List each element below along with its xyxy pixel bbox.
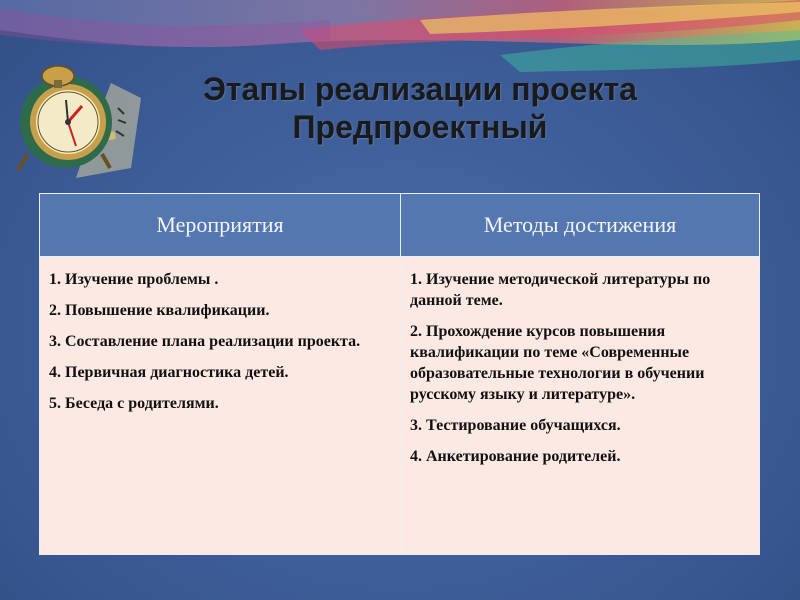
list-item: 1. Изучение проблемы . — [49, 271, 219, 288]
list-item: 2. Прохождение курсов повышения квалификации по теме «Современные образовательные технологии в обучении русскому языку и литературе». — [410, 323, 705, 403]
events-cell — [40, 257, 401, 555]
title-line-2: Предпроектный — [292, 109, 548, 145]
stages-table — [39, 193, 760, 555]
list-item: 3. Составление плана реализации проекта. — [49, 333, 361, 350]
title-line-1: Этапы реализации проекта — [203, 71, 637, 107]
table-row — [40, 257, 760, 555]
page-title — [120, 70, 720, 146]
list-item: 1. Изучение методической литературы по данной теме. — [410, 271, 711, 309]
list-item: 4. Первичная диагностика детей. — [49, 364, 289, 381]
list-item: 2. Повышение квалификации. — [49, 302, 270, 319]
list-item: 3. Тестирование обучащихся. — [410, 417, 621, 434]
list-item: 4. Анкетирование родителей. — [410, 448, 621, 465]
list-item: 5. Беседа с родителями. — [49, 395, 219, 412]
table-header-row — [40, 194, 760, 257]
header-methods: Методы достижения — [401, 194, 760, 257]
methods-cell — [401, 257, 760, 555]
header-events: Мероприятия — [40, 194, 401, 257]
